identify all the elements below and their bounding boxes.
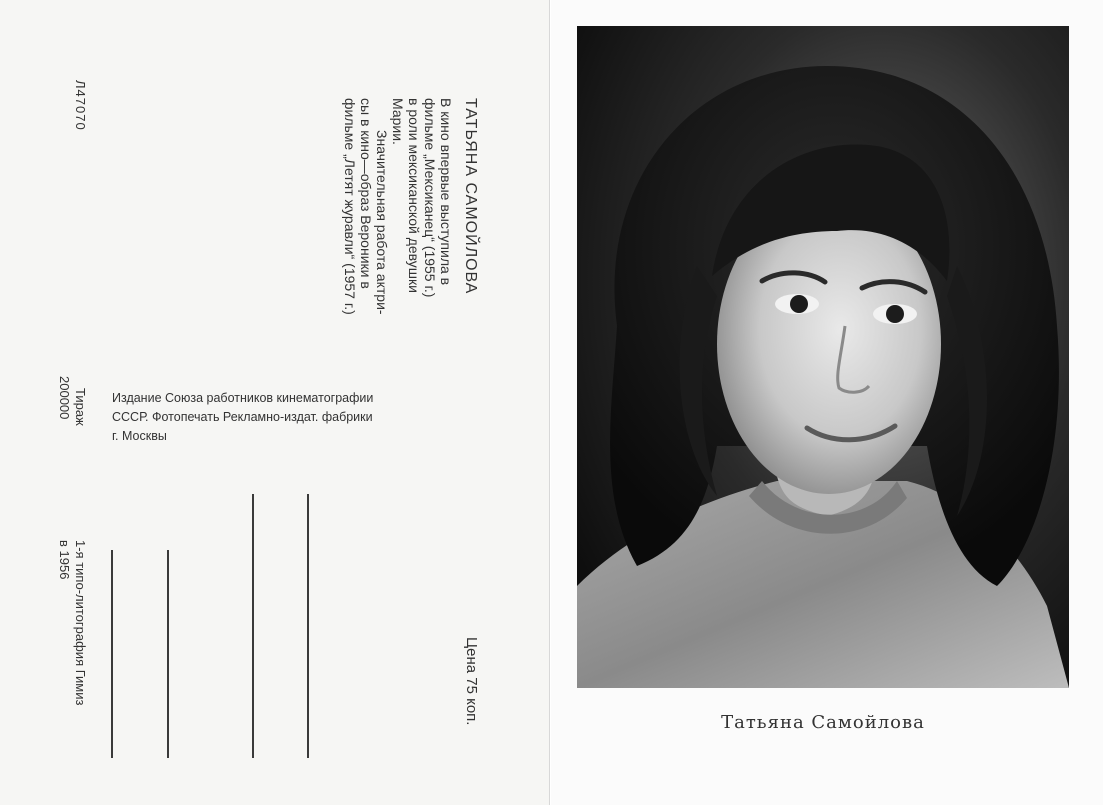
bio-line: в роли мексиканской девушки <box>406 98 422 293</box>
address-line <box>307 494 309 758</box>
printer-year: в 1956 <box>57 540 72 580</box>
printer-line: 1-я типо-литография Гимиз <box>73 540 88 706</box>
price-label: Цена 75 коп. <box>463 637 480 726</box>
publisher-line: г. Москвы <box>112 429 167 443</box>
postcard-back <box>0 0 550 805</box>
bio-line: В кино впервые выступила в <box>438 98 454 286</box>
address-line <box>167 550 169 758</box>
print-run-label: Тираж <box>73 388 88 426</box>
bio-block <box>342 98 478 370</box>
bio-title: ТАТЬЯНА САМОЙЛОВА <box>462 98 479 295</box>
portrait-illustration <box>577 26 1069 688</box>
bio-line: Марии. <box>390 98 406 145</box>
bio-line: фильме „Летят журавли“ (1957 г.) <box>342 98 358 315</box>
address-line <box>111 550 113 758</box>
publisher-info <box>112 389 472 446</box>
catalog-code: Л47070 <box>73 80 88 131</box>
print-run-value: 200000 <box>57 376 72 420</box>
bio-line: фильме „Мексиканец“ (1955 г.) <box>422 98 438 298</box>
publisher-line: СССР. Фотопечать Рекламно-издат. фабрики <box>112 410 373 424</box>
portrait-caption: Татьяна Самойлова <box>721 712 925 733</box>
address-line <box>252 494 254 758</box>
publisher-line: Издание Союза работников кинематографии <box>112 391 374 405</box>
bio-line: сы в кино—образ Вероники в <box>358 98 374 289</box>
portrait-photo <box>577 26 1069 688</box>
bio-line: Значительная работа актри- <box>374 130 390 315</box>
